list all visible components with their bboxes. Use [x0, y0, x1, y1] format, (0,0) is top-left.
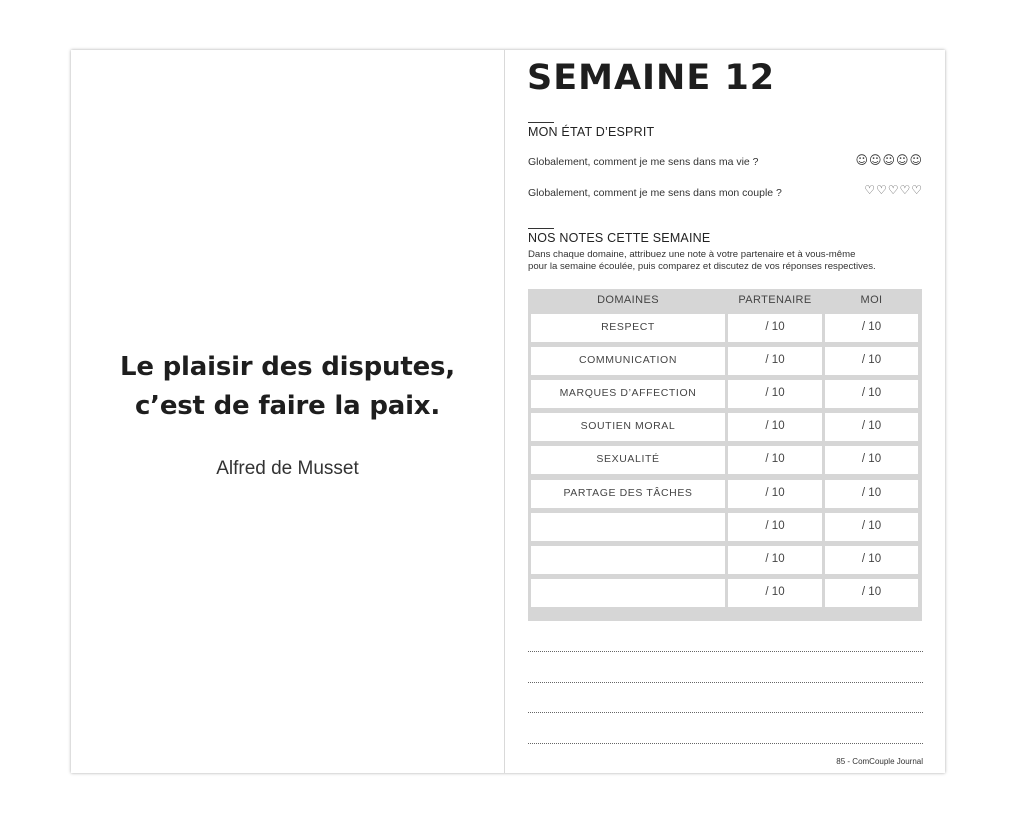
week-title: SEMAINE 12 [527, 58, 776, 98]
notes-line[interactable] [528, 651, 923, 652]
notes-intro-line-2: pour la semaine écoulée, puis comparez et discutez de vos réponses respectives. [528, 260, 876, 272]
domain-cell[interactable]: PARTAGE DES TÂCHES [531, 480, 725, 508]
domain-cell[interactable] [531, 513, 725, 541]
quote-line-1: Le plaisir des disputes, [119, 352, 455, 382]
page-footer: 85 - ComCouple Journal [836, 757, 923, 766]
domain-cell[interactable]: COMMUNICATION [531, 347, 725, 375]
partner-score-cell[interactable]: / 10 [728, 513, 822, 541]
column-header-domaines: DOMAINES [597, 294, 659, 306]
quote [81, 348, 494, 426]
smiley-rating[interactable] [855, 153, 923, 167]
moi-score-cell[interactable]: / 10 [825, 513, 918, 541]
notes-line[interactable] [528, 682, 923, 683]
partner-score-cell[interactable]: / 10 [728, 480, 822, 508]
journal-spread [71, 50, 945, 773]
notes-heading: NOS NOTES CETTE SEMAINE [528, 231, 711, 245]
domain-cell[interactable]: RESPECT [531, 314, 725, 342]
state-of-mind-heading: MON ÉTAT D’ESPRIT [528, 125, 655, 139]
notes-intro-line-1: Dans chaque domaine, attribuez une note à votre partenaire et à vous-même [528, 249, 856, 260]
partner-score-cell[interactable]: / 10 [728, 579, 822, 607]
column-header-moi: MOI [860, 294, 883, 306]
domain-cell[interactable]: MARQUES D’AFFECTION [531, 380, 725, 408]
moi-score-cell[interactable]: / 10 [825, 446, 918, 474]
section-divider [528, 228, 554, 229]
domain-cell[interactable]: SEXUALITÉ [531, 446, 725, 474]
partner-score-cell[interactable]: / 10 [728, 314, 822, 342]
section-divider [528, 122, 554, 123]
moi-score-cell[interactable]: / 10 [825, 579, 918, 607]
moi-score-cell[interactable]: / 10 [825, 413, 918, 441]
couple-question: Globalement, comment je me sens dans mon couple ? [528, 187, 782, 199]
left-page [71, 50, 504, 773]
notes-intro [528, 249, 928, 272]
moi-score-cell[interactable]: / 10 [825, 546, 918, 574]
moi-score-cell[interactable]: / 10 [825, 480, 918, 508]
life-question: Globalement, comment je me sens dans ma vie ? [528, 156, 759, 168]
domain-cell[interactable] [531, 546, 725, 574]
moi-score-cell[interactable]: / 10 [825, 314, 918, 342]
notes-line[interactable] [528, 712, 923, 713]
moi-score-cell[interactable]: / 10 [825, 380, 918, 408]
right-page [505, 50, 945, 773]
quote-line-2: c’est de faire la paix. [134, 391, 441, 421]
partner-score-cell[interactable]: / 10 [728, 347, 822, 375]
domain-cell[interactable] [531, 579, 725, 607]
partner-score-cell[interactable]: / 10 [728, 413, 822, 441]
partner-score-cell[interactable]: / 10 [728, 546, 822, 574]
notes-table [528, 289, 922, 621]
smiley-icon[interactable]: ☺☺☺☺☺ [855, 153, 923, 167]
heart-icon[interactable]: ♡♡♡♡♡ [864, 183, 923, 197]
moi-score-cell[interactable]: / 10 [825, 347, 918, 375]
heart-rating[interactable] [864, 183, 923, 197]
column-header-partenaire: PARTENAIRE [738, 294, 812, 306]
quote-author: Alfred de Musset [216, 458, 359, 479]
partner-score-cell[interactable]: / 10 [728, 380, 822, 408]
domain-cell[interactable]: SOUTIEN MORAL [531, 413, 725, 441]
notes-line[interactable] [528, 743, 923, 744]
partner-score-cell[interactable]: / 10 [728, 446, 822, 474]
